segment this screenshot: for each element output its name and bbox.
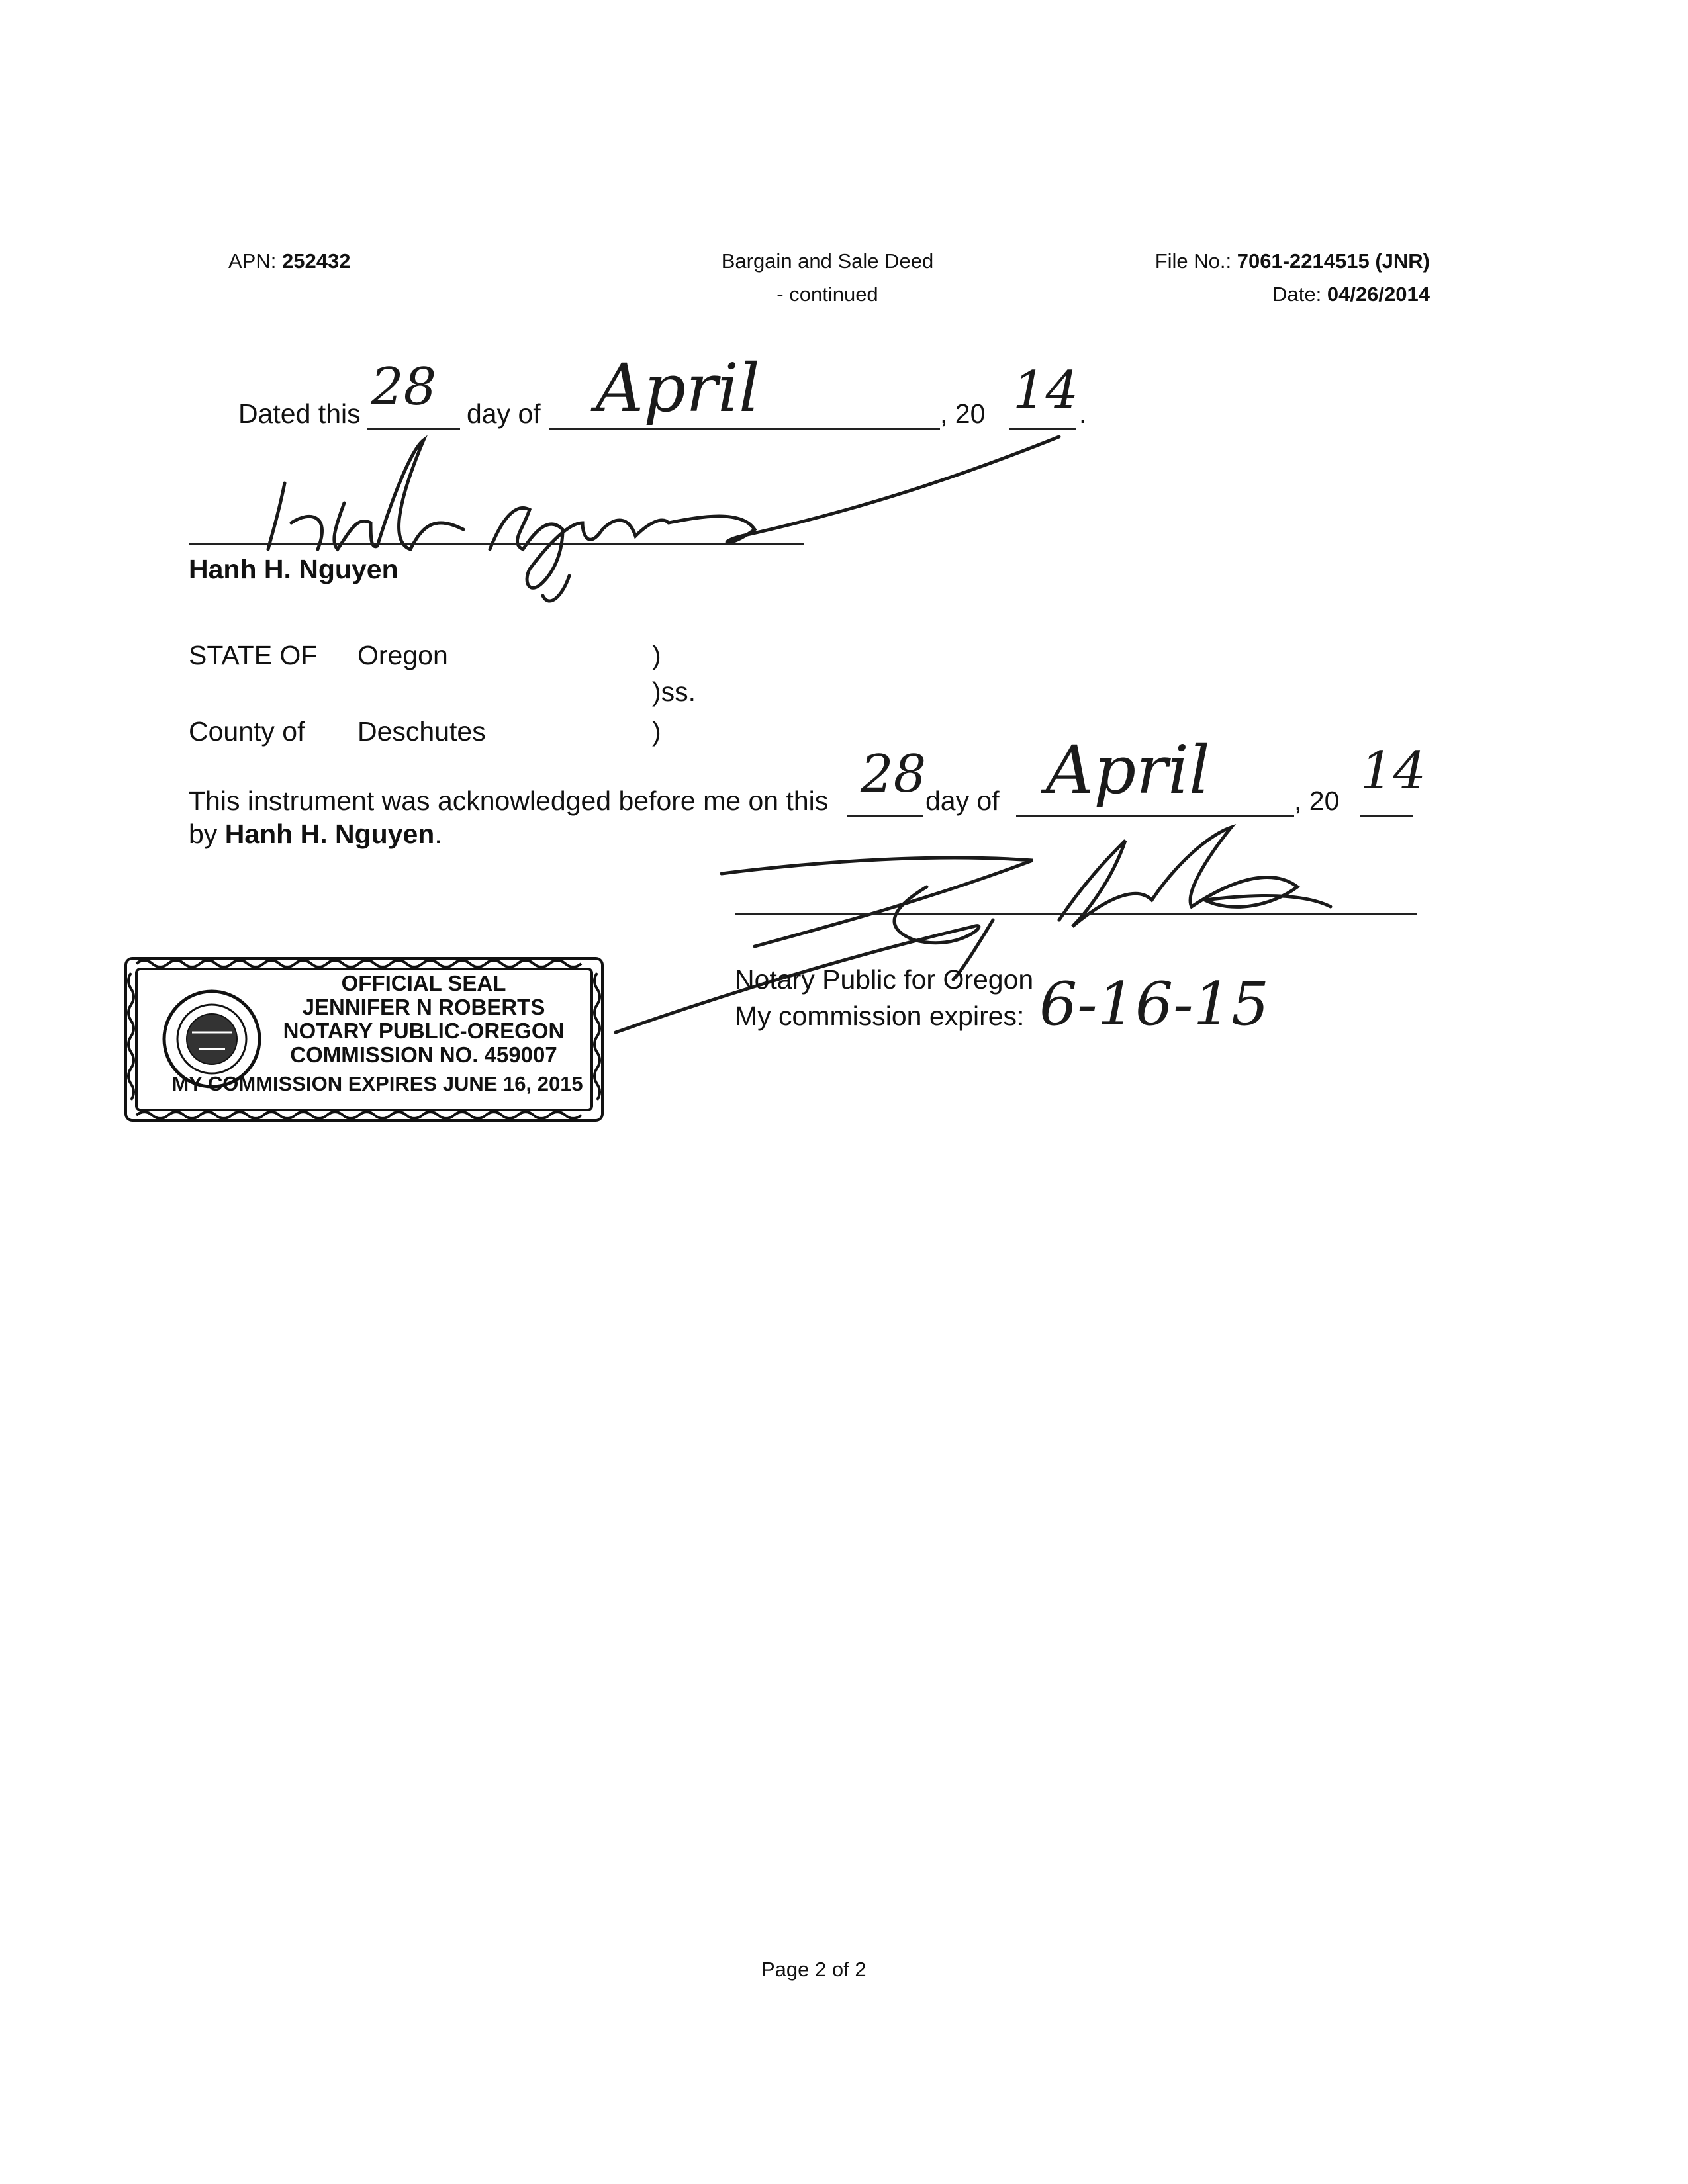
ack-month-handwritten: April [1046, 731, 1210, 809]
state-label: STATE OF [189, 640, 318, 670]
notary-title: Notary Public for Oregon [735, 964, 1034, 995]
acknowledgment-by-line: by Hanh H. Nguyen. [189, 819, 442, 849]
apn-value: 252432 [281, 250, 351, 273]
commission-expires-handwritten: 6-16-15 [1039, 970, 1270, 1039]
ss-marker: )ss. [652, 676, 696, 707]
file-info: File No.: 7061-2214515 (JNR) Date: 04/26/2014 [1154, 250, 1430, 306]
signer-name: Hanh H. Nguyen [189, 554, 399, 584]
dated-year-handwritten: 14 [1013, 361, 1079, 420]
dated-year-prefix: , 20 [940, 398, 986, 429]
page-footer: Page 2 of 2 [761, 1958, 867, 1981]
signer-signature-line [189, 543, 804, 545]
apn: APN: 252432 [228, 250, 351, 273]
file-date: 04/26/2014 [1327, 283, 1430, 306]
dated-month-handwritten: April [596, 349, 760, 427]
dated-day-handwritten: 28 [371, 357, 437, 417]
commission-expires-label: My commission expires: [735, 1001, 1025, 1031]
ack-day-handwritten: 28 [861, 745, 927, 804]
file-number: 7061-2214515 (JNR) [1237, 250, 1430, 273]
notary-signature-line [735, 913, 1417, 915]
acknowledgment-text: This instrument was acknowledged before me on this [189, 786, 829, 816]
seal-expiration-text: MY COMMISSION EXPIRES JUNE 16, 2015 [171, 1072, 583, 1095]
ack-year-handwritten: 14 [1360, 741, 1427, 801]
county-value: Deschutes [357, 716, 486, 747]
county-label: County of [189, 716, 305, 747]
document-title: Bargain and Sale Deed - continued [721, 250, 934, 306]
dated-prefix: Dated this [238, 398, 361, 429]
official-seal-text: OFFICIAL SEAL JENNIFER N ROBERTS NOTARY PUBLIC-OREGON COMMISSION NO. 459007 [283, 971, 565, 1067]
dated-day-of: day of [467, 398, 541, 429]
state-value: Oregon [357, 640, 448, 670]
